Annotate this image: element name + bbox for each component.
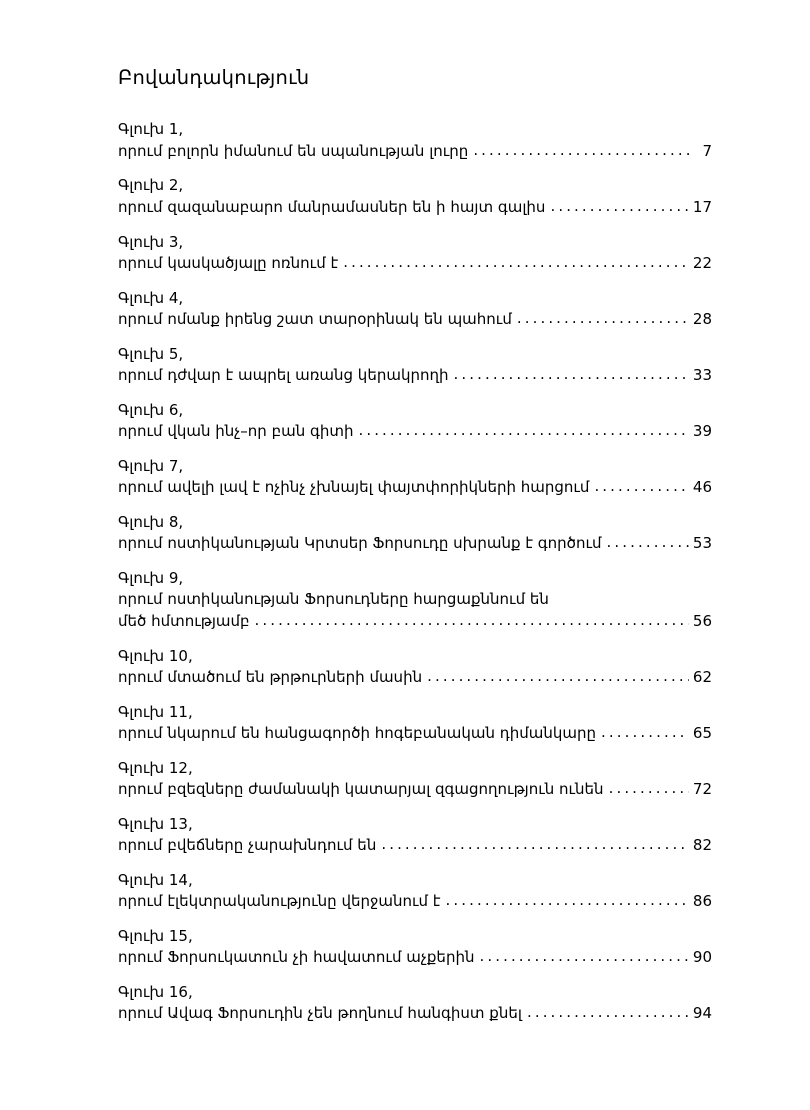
dot-leader [550,196,689,217]
toc-entry-chapter: Գլուխ 7, [118,456,184,475]
toc-entry[interactable] [118,175,712,218]
toc-entry[interactable] [118,512,712,555]
toc-entry-description: որում վկան ինչ–որ բան գիտի [118,422,354,441]
dot-leader [255,610,689,631]
toc-entry-chapter: Գլուխ 6, [118,400,184,419]
toc-entry-row [118,779,712,800]
toc-entry-description: որում ոստիկանության Ֆորսուդները հարցաքննում են [118,590,549,609]
toc-entry-row [118,421,712,442]
dot-leader [473,140,689,161]
toc-entry-page-number: 56 [692,611,712,630]
toc-entry-row [118,477,712,498]
toc-entry-description: որում ոմանք իրենց շատ տարօրինակ են պահում [118,309,512,328]
toc-entry[interactable] [118,400,712,443]
toc-entry-description: որում բզեզները ժամանակի կատարյալ զգացողություն ունեն [118,780,604,799]
toc-entry-chapter: Գլուխ 2, [118,176,184,195]
toc-entry[interactable] [118,568,712,632]
toc-entry-row [118,667,712,688]
toc-entry-row [118,533,712,554]
toc-entry-page-number: 86 [692,892,712,911]
toc-entry-chapter: Գլուխ 11, [118,702,193,721]
toc-entry[interactable] [118,344,712,387]
toc-entry-row [118,141,712,162]
toc-entry[interactable] [118,926,712,969]
toc-entry-page-number: 72 [692,780,712,799]
toc-entry-page-number: 7 [702,141,712,160]
toc-entry-chapter: Գլուխ 8, [118,513,184,532]
toc-entry-chapter: Գլուխ 5, [118,344,184,363]
toc-entry-description: որում նկարում են հանցագործի հոգեբանական դիմանկարը [118,723,596,742]
toc-entry-row [118,835,712,856]
toc-entry-page-number: 82 [692,836,712,855]
toc-entry-description: որում էլեկտրականությունը վերջանում է [118,892,441,911]
toc-entry[interactable] [118,646,712,689]
toc-entry-row [118,197,712,218]
dot-leader [527,1002,689,1023]
table-of-contents-list [118,119,712,1024]
toc-entry-chapter: Գլուխ 12, [118,758,193,777]
toc-entry-description: որում դժվար է ապրել առանց կերակրողի [118,366,449,385]
toc-entry-page-number: 62 [692,667,712,686]
toc-entry-description: որում բվեճները չարախնդում են [118,836,377,855]
toc-entry-row [118,253,712,274]
toc-entry-chapter: Գլուխ 9, [118,569,184,588]
toc-entry[interactable] [118,232,712,275]
toc-entry[interactable] [118,814,712,857]
toc-entry-row [118,611,712,632]
toc-entry-description: որում ավելի լավ է ոչինչ չխնայել փայտփորիկների հարցում [118,478,590,497]
toc-entry-chapter: Գլուխ 3, [118,232,184,251]
dot-leader [446,890,689,911]
page-content [118,66,712,1038]
toc-entry-page-number: 17 [692,197,712,216]
dot-leader [607,532,689,553]
dot-leader [594,476,689,497]
toc-entry-description: որում կասկածյալը ոռնում է [118,253,339,272]
toc-entry-description: որում Ֆորսուկատուն չի հավատում աչքերին [118,948,475,967]
toc-entry[interactable] [118,288,712,331]
toc-entry-chapter: Գլուխ 16, [118,983,193,1002]
toc-entry[interactable] [118,702,712,745]
toc-entry[interactable] [118,119,712,162]
toc-entry-page-number: 94 [692,1004,712,1023]
toc-entry-chapter: Գլուխ 4, [118,288,184,307]
dot-leader [609,778,689,799]
toc-entry-page-number: 53 [692,534,712,553]
dot-leader [479,946,689,967]
toc-entry-row [118,365,712,386]
toc-entry-chapter: Գլուխ 15, [118,927,193,945]
dot-leader [381,834,689,855]
toc-entry[interactable] [118,982,712,1025]
toc-entry[interactable] [118,870,712,913]
toc-entry-page-number: 28 [692,309,712,328]
toc-entry-page-number: 39 [692,422,712,441]
toc-entry-page-number: 65 [692,723,712,742]
toc-entry-page-number: 22 [692,253,712,272]
toc-entry-row [118,309,712,330]
toc-entry-description: որում մտածում են թրթուրների մասին [118,667,423,686]
toc-entry-row [118,947,712,968]
toc-entry-description: որում Ավագ Ֆորսուդին չեն թողնում հանգիստ քնել [118,1004,522,1023]
dot-leader [427,666,689,687]
toc-entry-page-number: 46 [692,478,712,497]
toc-entry-row [118,723,712,744]
toc-entry-description: որում զազանաբարո մանրամասներ են ի հայտ գալիս [118,197,546,216]
toc-entry-description: որում ոստիկանության Կրտսեր Ֆորսուդը սխրանք է գործում [118,534,602,553]
page-title: Բովանդակություն [118,66,310,89]
toc-entry-chapter: Գլուխ 13, [118,814,193,833]
toc-entry-page-number: 90 [692,948,712,967]
toc-entry-description-line2: մեծ հմտությամբ [118,611,250,630]
dot-leader [358,420,689,441]
toc-entry-chapter: Գլուխ 1, [118,120,184,139]
toc-entry-row [118,891,712,912]
dot-leader [343,252,689,273]
toc-entry[interactable] [118,758,712,801]
toc-entry-page-number: 33 [692,366,712,385]
dot-leader [453,364,689,385]
dot-leader [517,308,689,329]
toc-entry-chapter: Գլուխ 14, [118,870,193,889]
toc-entry-chapter: Գլուխ 10, [118,646,193,665]
toc-entry[interactable] [118,456,712,499]
toc-entry-description: որում բոլորն իմանում են սպանության լուրը [118,141,469,160]
dot-leader [601,722,689,743]
toc-entry-row [118,1003,712,1024]
